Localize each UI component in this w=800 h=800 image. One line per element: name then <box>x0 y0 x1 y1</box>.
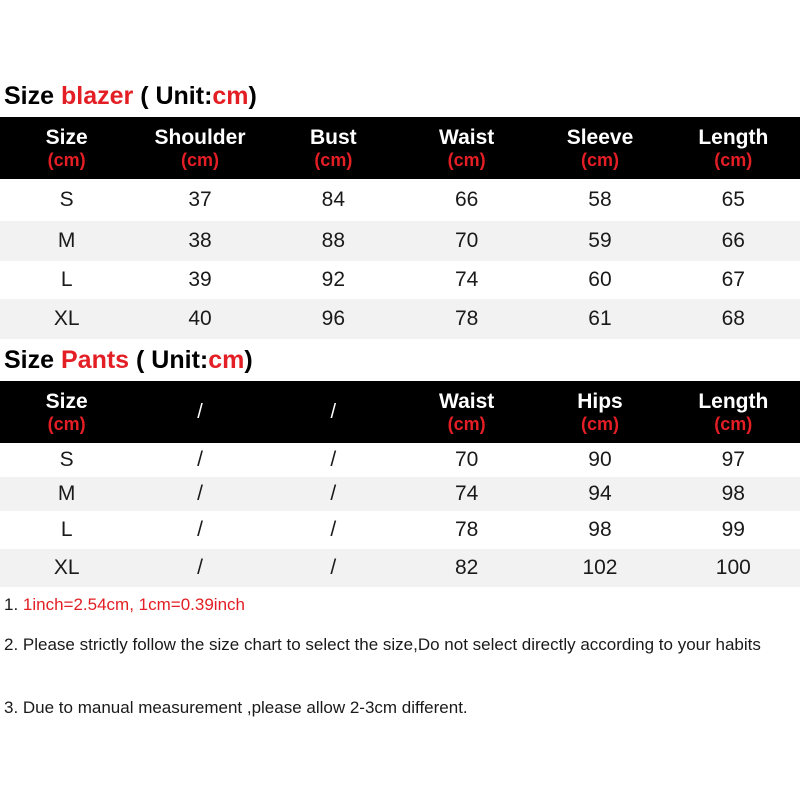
blazer-table-header <box>0 117 800 179</box>
header-sleeve: Sleeve (cm) <box>566 126 634 170</box>
header-waist: Waist (cm) <box>439 390 495 434</box>
header-waist: Waist (cm) <box>439 126 495 170</box>
note-follow-chart: 2. Please strictly follow the size chart to select the size,Do not select directly according to your habits <box>4 635 761 654</box>
header-hips: Hips (cm) <box>577 390 623 434</box>
note-manual-measurement: 3. Due to manual measurement ,please allow 2-3cm different. <box>4 698 468 717</box>
pants-size-table <box>0 381 800 587</box>
table-row: S 37 84 66 58 65 <box>59 188 745 211</box>
header-empty-1: / <box>197 401 203 423</box>
pants-section-title: Size Pants ( Unit:cm) <box>4 346 253 374</box>
header-bust: Bust (cm) <box>309 126 357 170</box>
table-row: L / / 78 98 99 <box>60 518 745 541</box>
table-row: M / / 74 94 98 <box>0 477 800 511</box>
pants-table-header <box>0 381 800 443</box>
header-size: Size (cm) <box>45 390 88 434</box>
header-shoulder: Shoulder (cm) <box>154 126 246 170</box>
header-size: Size (cm) <box>45 126 88 170</box>
blazer-size-table <box>0 117 800 339</box>
blazer-section-title: Size blazer ( Unit:cm) <box>4 82 257 110</box>
pants-title-name: Pants <box>60 346 130 374</box>
table-row: S / / 70 90 97 <box>59 448 745 471</box>
blazer-title-name: blazer <box>60 82 134 110</box>
table-row: XL / / 82 102 100 <box>0 549 800 587</box>
table-row: L 39 92 74 60 67 <box>60 268 745 291</box>
header-empty-2: / <box>330 401 337 423</box>
table-row: M 38 88 70 59 66 <box>0 221 800 261</box>
table-row: XL 40 96 78 61 68 <box>0 299 800 339</box>
note-conversion: 1. 1inch=2.54cm, 1cm=0.39inch <box>4 595 245 614</box>
header-length: Length (cm) <box>698 390 769 434</box>
header-length: Length (cm) <box>698 126 769 170</box>
